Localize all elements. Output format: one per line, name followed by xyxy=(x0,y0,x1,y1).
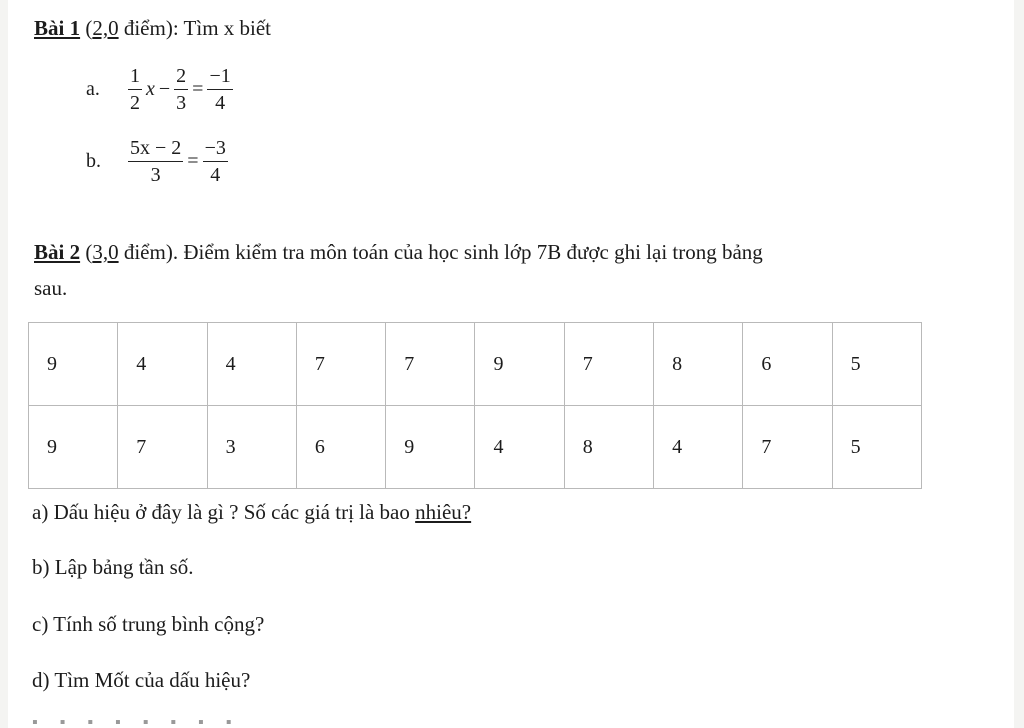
table-cell: 4 xyxy=(118,323,207,406)
table-cell: 9 xyxy=(29,323,118,406)
score-table xyxy=(28,322,922,489)
fraction-numerator: 1 xyxy=(128,66,142,90)
bai1-label: Bài 1 xyxy=(34,16,81,40)
bai1-heading xyxy=(34,16,271,41)
table-cell: 9 xyxy=(475,323,564,406)
equation-b-label: b. xyxy=(86,150,101,172)
variable-x: x xyxy=(146,78,155,100)
question-c: c) Tính số trung bình cộng? xyxy=(32,612,265,636)
equation-a-label: a. xyxy=(86,78,100,100)
table-cell: 3 xyxy=(207,406,296,489)
table-cell: 6 xyxy=(296,406,385,489)
table-cell: 7 xyxy=(564,323,653,406)
fraction xyxy=(128,138,183,185)
fraction-numerator: −3 xyxy=(203,138,228,162)
table-cell: 5 xyxy=(832,406,921,489)
question-b: b) Lập bảng tần số. xyxy=(32,555,194,579)
bai1-open: ( xyxy=(80,16,93,40)
question-a xyxy=(32,500,471,525)
fraction-numerator: −1 xyxy=(207,66,232,90)
fraction-denominator: 2 xyxy=(130,92,140,114)
question-a-underlined: nhiêu? xyxy=(415,500,472,524)
table-cell: 6 xyxy=(743,323,832,406)
fraction-denominator: 3 xyxy=(176,92,187,114)
bai2-label: Bài 2 xyxy=(34,240,81,264)
minus-sign: − xyxy=(158,78,171,100)
document-page xyxy=(8,0,1014,728)
bai2-rest: điểm). Điểm kiểm tra môn toán của học sinh lớp 7B được ghi lại trong bảng xyxy=(118,240,763,264)
table-cell: 7 xyxy=(118,406,207,489)
fraction xyxy=(128,66,142,113)
table-cell: 7 xyxy=(296,323,385,406)
bai2-points: 3,0 xyxy=(92,240,119,264)
question-d: d) Tìm Mốt của dấu hiệu? xyxy=(32,668,251,692)
equation-b xyxy=(86,138,230,185)
equals-sign: = xyxy=(187,150,199,172)
table-row xyxy=(29,406,922,489)
bai1-points: 2,0 xyxy=(92,16,119,40)
bai2-continuation: sau. xyxy=(34,276,68,300)
table-cell: 8 xyxy=(654,323,743,406)
table-cell: 4 xyxy=(207,323,296,406)
bai2-open: ( xyxy=(80,240,93,264)
table-cell: 8 xyxy=(564,406,653,489)
table-cell: 9 xyxy=(386,406,475,489)
fraction-denominator: 3 xyxy=(150,164,161,186)
fraction-denominator: 4 xyxy=(215,92,226,114)
table-cell: 4 xyxy=(475,406,564,489)
equals-sign: = xyxy=(192,78,204,100)
fraction-denominator: 4 xyxy=(210,164,221,186)
table-cell: 7 xyxy=(386,323,475,406)
bai2-heading xyxy=(34,240,763,265)
fraction xyxy=(203,138,228,185)
question-a-text: a) Dấu hiệu ở đây là gì ? Số các giá trị là bao xyxy=(32,500,416,524)
fraction xyxy=(207,66,232,113)
fraction-numerator: 5x − 2 xyxy=(128,138,183,162)
table-cell: 9 xyxy=(29,406,118,489)
fraction xyxy=(174,66,188,113)
table-row xyxy=(29,323,922,406)
cropped-text-line: ▪ ▪ ▪ ▪ ▪ ▪ ▪ ▪ xyxy=(32,714,241,728)
bai1-rest: điểm): Tìm x biết xyxy=(118,16,272,40)
table-cell: 5 xyxy=(832,323,921,406)
table-cell: 7 xyxy=(743,406,832,489)
equation-a xyxy=(86,66,235,113)
table-cell: 4 xyxy=(654,406,743,489)
fraction-numerator: 2 xyxy=(174,66,188,90)
